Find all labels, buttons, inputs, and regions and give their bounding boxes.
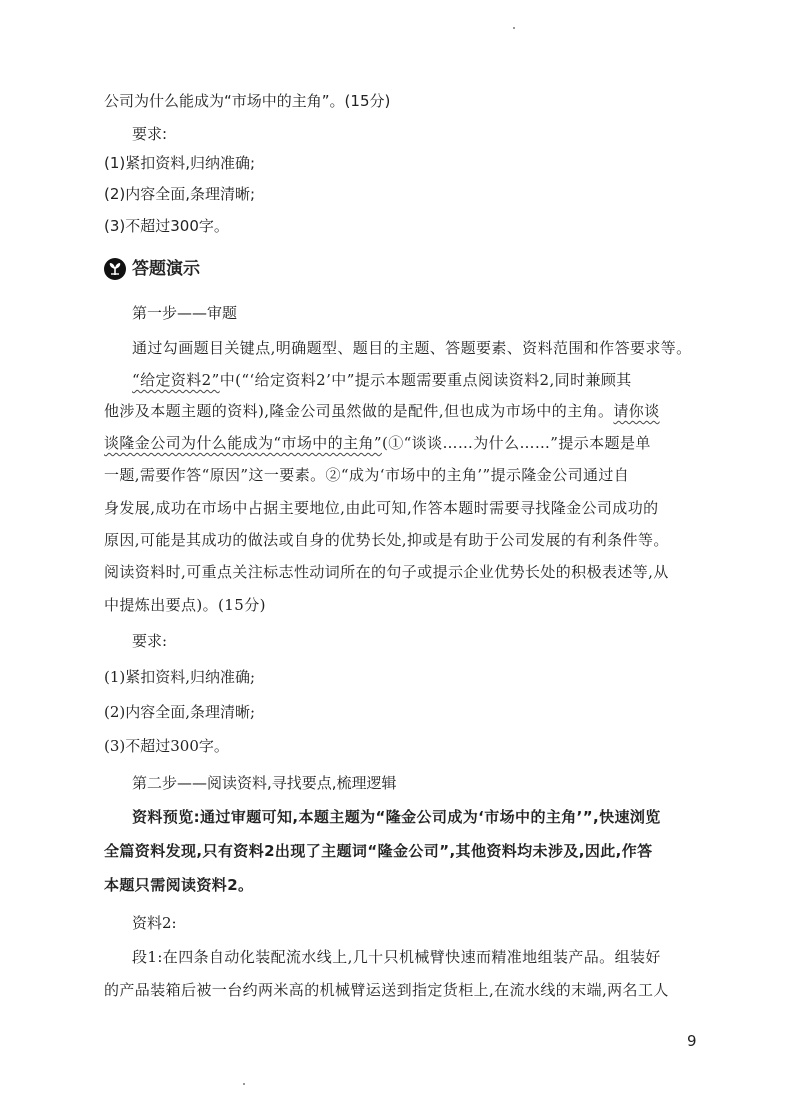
step1-line-6: 身发展,成功在市场中占据主要地位,由此可知,作答本题时需要寻找隆金公司成功的: [104, 499, 659, 517]
step2-title: 第二步——阅读资料,寻找要点,梳理逻辑: [132, 774, 397, 792]
page-number: 9: [687, 1032, 697, 1050]
underlined-phrase: “给定资料2”: [132, 371, 220, 389]
step1-line-4: 谈隆金公司为什么能成为“市场中的主角”(①“谈谈……为什么……”提示本题是单: [104, 434, 651, 452]
requirement-3: (3)不超过300字。: [104, 217, 229, 235]
section-heading: 答题演示: [132, 259, 200, 279]
step1-requirements-title: 要求:: [132, 632, 168, 650]
material-label: 资料2:: [132, 914, 177, 932]
step1-line-5: 一题,需要作答“原因”这一要素。②“成为‘市场中的主角’”提示隆金公司通过自: [104, 466, 630, 484]
step1-line-1: 通过勾画题目关键点,明确题型、题目的主题、答题要素、资料范围和作答要求等。: [132, 339, 692, 357]
preview-line-2: 全篇资料发现,只有资料2出现了主题词“隆金公司”,其他资料均未涉及,因此,作答: [104, 842, 653, 860]
question-tail: 公司为什么能成为“市场中的主角”。(15分): [104, 92, 391, 110]
requirements-title: 要求:: [132, 125, 168, 143]
step1-line-9: 中提炼出要点)。(15分): [104, 596, 266, 614]
requirement-2: (2)内容全面,条理清晰;: [104, 185, 256, 203]
step1-line-7: 原因,可能是其成功的做法或自身的优势长处,抑或是有助于公司发展的有利条件等。: [104, 531, 669, 549]
scan-speck: [243, 1083, 245, 1085]
step1-line-3: 他涉及本题主题的资料),隆金公司虽然做的是配件,但也成为市场中的主角。请你谈: [104, 402, 660, 420]
leaf-badge-icon: [104, 258, 126, 280]
step1-line-8: 阅读资料时,可重点关注标志性动词所在的句子或提示企业优势长处的积极表述等,从: [104, 563, 669, 581]
step1-requirement-3: (3)不超过300字。: [104, 737, 229, 755]
material-line-1: 段1:在四条自动化装配流水线上,几十只机械臂快速而精准地组装产品。组装好: [132, 948, 661, 966]
requirement-1: (1)紧扣资料,归纳准确;: [104, 154, 256, 172]
step1-title: 第一步——审题: [132, 304, 238, 322]
step1-requirement-1: (1)紧扣资料,归纳准确;: [104, 668, 256, 686]
preview-line-1: 资料预览:通过审题可知,本题主题为“隆金公司成为‘市场中的主角’”,快速浏览: [132, 808, 661, 826]
underlined-phrase: 谈隆金公司为什么能成为“市场中的主角”: [104, 434, 382, 452]
step1-requirement-2: (2)内容全面,条理清晰;: [104, 703, 256, 721]
material-line-2: 的产品装箱后被一台约两米高的机械臂运送到指定货柜上,在流水线的末端,两名工人: [104, 981, 669, 999]
scan-speck: [513, 27, 515, 29]
preview-line-3: 本题只需阅读资料2。: [104, 876, 254, 894]
step1-line-2: “给定资料2”中(“‘给定资料2’中”提示本题需要重点阅读资料2,同时兼顾其: [132, 371, 632, 389]
